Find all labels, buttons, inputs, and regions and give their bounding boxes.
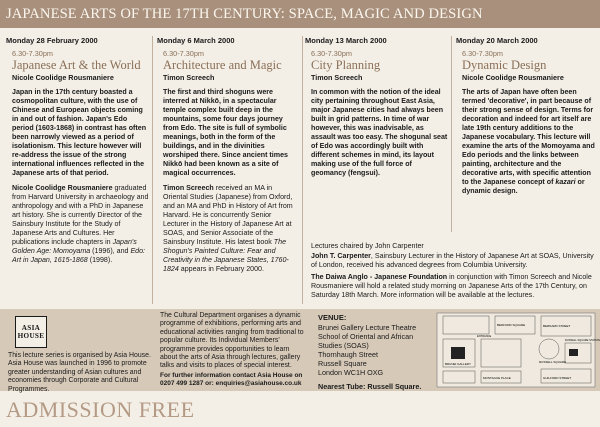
lecture-date: Monday 13 March 2000 [305, 36, 387, 45]
chair-name: John T. Carpenter [311, 252, 371, 260]
lecture-description: The first and third shoguns were interred at Nikkō, in a spectacular temple complex built deep in the mountains, some four days journey from Edo. The site is full of symbolic meanings, both in the form of the buildings, and in the divinities worshiped there. Since ancient times Nikkō had been known as a site of magical occurrences. [163, 88, 288, 177]
foundation-note [311, 273, 596, 300]
bio-book-1: Japan's Golden Age: Momoyama [12, 238, 137, 255]
bio-name: Nicole Coolidge Rousmaniere [12, 184, 113, 192]
lecture-title: Japanese Art & the World [12, 58, 141, 72]
speaker-bio [12, 184, 149, 265]
kazari-term: kazari [555, 178, 576, 186]
lecture-column-3 [305, 36, 448, 184]
map-label-station: RUSSELL SQUARE STATION [565, 339, 600, 342]
lecture-time: 6.30-7.30pm [12, 49, 53, 58]
bio-book-2: Edo: Art in Japan, 1615-1868 [12, 247, 146, 264]
lecture-time: 6.30-7.30pm [311, 49, 352, 58]
lecture-date: Monday 20 March 2000 [456, 36, 538, 45]
lecture-column-2 [157, 36, 298, 274]
brunei-gallery-marker [451, 347, 465, 359]
cultural-department-text: The Cultural Department organises a dynamic programme of exhibitions, performing arts and educational activities ranging from traditional to popular culture. Its Individual Members' programme provides opportunities to learn about the arts of Asia through lectures, gallery talks and visits to places of special interest. [160, 312, 304, 370]
lecture-title: City Planning [311, 58, 381, 72]
description-text: The arts of Japan have often been termed 'decorative', in part because of their strong sense of design. Terms for decoration and indeed for art itself are late 19th century additions to the Japanese vocabulary. This lecture will examine the arts of the Momoyama and Edo periods and the links between painting, architecture and the decorative arts, with specific attention to the Japanese concept of [462, 88, 595, 186]
venue-line: Brunei Gallery Lecture Theatre [318, 323, 417, 332]
lecture-description [462, 88, 598, 196]
chair-desc: , Sainsbury Lecturer in the History of Japanese Art at SOAS, University of London, received his advanced degrees from Columbia University. [311, 252, 594, 269]
venue-label: VENUE: [318, 313, 347, 322]
venue-line: Russell Square [318, 359, 367, 368]
bio-text-end: appears in February 2000. [178, 265, 264, 273]
asia-house-logo [15, 316, 47, 348]
lecture-description: Japan in the 17th century boasted a cosmopolitan culture, with the use of Chinese and European objects coming in and out of fashion. Japan's Edo period (1603-1868) in contrast has often been narrowly viewed as a period of isolationism. This lecture however will re-address the issue of the strong international influences reflected in the Japanese arts of that period. [12, 88, 147, 177]
map-label-bedford: BEDFORD SQUARE [497, 323, 526, 327]
venue-block [318, 313, 432, 391]
lecture-column-4 [456, 36, 598, 202]
map-label-entrance: ENTRANCE [477, 335, 492, 338]
column-divider [451, 36, 452, 232]
venue-line: School of Oriental and African Studies (SOAS) [318, 332, 414, 350]
lecture-speaker: Nicole Coolidge Rousmaniere [12, 73, 114, 82]
nearest-tube: Nearest Tube: Russell Square. [318, 382, 422, 391]
lecture-title: Architecture and Magic [163, 58, 282, 72]
lecture-column-1 [6, 36, 149, 265]
map-label-russell: RUSSELL SQUARE [539, 360, 567, 364]
bio-text: graduated from Harvard University in archaeology and anthropology and with a PhD in Japanese art history. She is currently Director of the Sainsbury Institute for the Study of Japanese Arts and Cultures. Her publications include chapters in [12, 184, 149, 246]
venue-line: London WC1H OXG [318, 368, 384, 377]
map-label-bernard: BERNARD STREET [543, 324, 571, 328]
logo-line-2: HOUSE [17, 332, 45, 340]
asia-house-text: This lecture series is organised by Asia House. Asia House was launched in 1996 to promote greater understanding of Asian cultures and economies through Corporate and Cultural Programmes. [8, 352, 151, 393]
lecture-time: 6.30-7.30pm [462, 49, 503, 58]
bio-text: received an MA in Oriental Studies (Japanese) from Oxford, and an MA and PhD in History of Art from Harvard. He is concurrently Senior Lecturer in the History of Japanese Art at SOAS, and Senior Associate of the Sainsbury Institute. His latest book [163, 184, 293, 246]
map-label-guilford: GUILFORD STREET [543, 376, 572, 380]
contact-info: For further information contact Asia House on 0207 499 1287 or: enquiries@asiahouse.co.uk [160, 372, 303, 387]
chair-info [311, 242, 596, 300]
chair-bio [311, 252, 596, 270]
lecture-date: Monday 28 February 2000 [6, 36, 98, 45]
lecture-speaker: Nicole Coolidge Rousmaniere [462, 73, 564, 82]
page-title: JAPANESE ARTS OF THE 17TH CENTURY: SPACE, MAGIC AND DESIGN [0, 0, 600, 28]
tube-station-marker [569, 349, 578, 356]
description-text-end: or dynamic design. [462, 178, 585, 195]
map-label-montague: MONTAGUE PLACE [483, 376, 511, 380]
lecture-time: 6.30-7.30pm [163, 49, 204, 58]
lecture-speaker: Timon Screech [311, 73, 363, 82]
bio-name: Timon Screech [163, 184, 214, 192]
location-map [437, 313, 600, 387]
venue-line: Thornhaugh Street [318, 350, 378, 359]
chair-line: Lectures chaired by John Carpenter [311, 242, 424, 250]
map-label-brunei: BRUNEI GALLERY [445, 362, 471, 366]
lecture-date: Monday 6 March 2000 [157, 36, 235, 45]
bio-text-mid: (1996), and [90, 247, 131, 255]
lecture-title: Dynamic Design [462, 58, 547, 72]
bio-text-end: (1998). [87, 256, 113, 264]
speaker-bio [163, 184, 298, 274]
lecture-speaker: Timon Screech [163, 73, 215, 82]
admission-free: ADMISSION FREE [6, 397, 195, 422]
bio-book: The Shogun's Painted Culture: Fear and Creativity in the Japanese States, 1760-1824 [163, 238, 289, 273]
foundation-desc: in conjunction with Timon Screech and Nicole Rousmaniere will hold a related study morning on Japanese Arts of the 17th Century, on Saturday 18th March. More information will be available at the lectures. [311, 273, 592, 299]
column-divider [302, 36, 303, 304]
logo-line-1: ASIA [21, 324, 41, 332]
foundation-name: The Daiwa Anglo - Japanese Foundation [311, 273, 448, 281]
lecture-description: In common with the notion of the ideal city pertaining throughout East Asia, major Japanese cities had always been built in grid patterns. In time of war however, this was inadvisable, as assault was too easy. The shogunal seat of Edo was accordingly built with different schemes in mind, its layout making use of the full force of geomancy (fengsui). [311, 88, 448, 177]
column-divider [152, 36, 153, 304]
